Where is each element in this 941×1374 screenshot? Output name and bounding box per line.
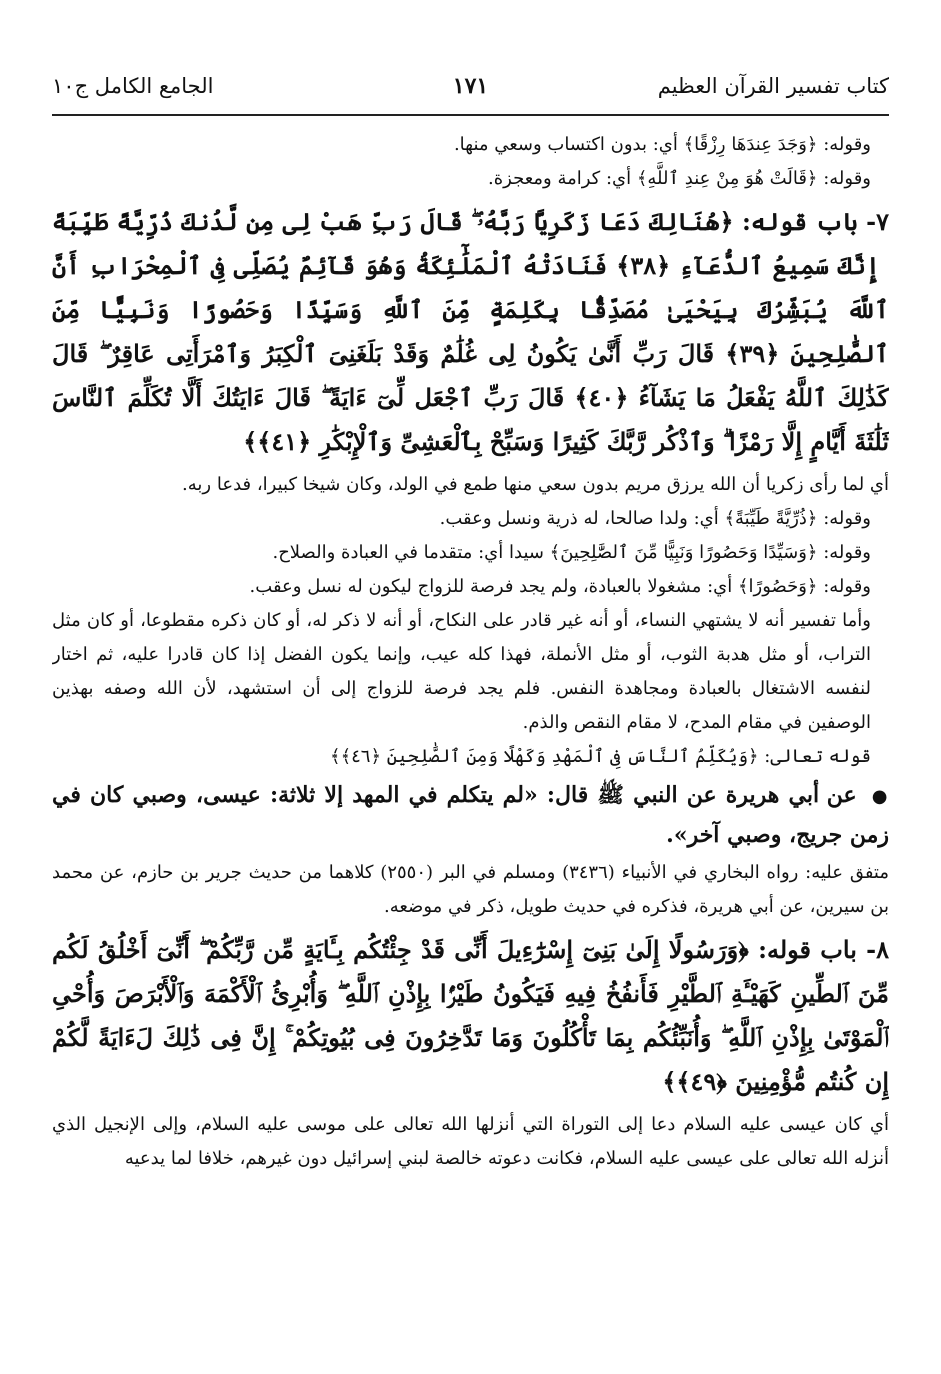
takhrij-note: متفق عليه: رواه البخاري في الأنبياء (٣٤٣٦) ومسلم في البر (٢٥٥٠) كلاهما من حديث جرير بن حازم، عن محمد بن سيرين، عن أبي هريرة، فذكره في حديث طويل، ذكر في موضعه. <box>52 862 889 917</box>
hadith-text: عن أبي هريرة عن النبي ﷺ قال: «لم يتكلم في المهد إلا ثلاثة: عيسى، وصبي كان في زمن جريج، وصبي آخر». <box>52 782 889 848</box>
section-7-verse: ﴿هُنَالِكَ دَعَا زَكَرِيَّا رَبَّهُۥ ۖ قَالَ رَبِّ هَبْ لِى مِن لَّدُنكَ ذُرِّيَّةً طَيِّبَةً ۖ إِنَّكَ سَمِيعُ ٱلدُّعَآءِ ﴿٣٨﴾ فَنَادَتْهُ ٱلْمَلَٰٓئِكَةُ وَهُوَ قَآئِمٌ يُصَلِّى فِى ٱلْمِحْرَابِ أَنَّ ٱللَّهَ يُبَشِّرُكَ بِيَحْيَىٰ مُصَدِّقًۢا بِكَلِمَةٍ مِّنَ ٱللَّهِ وَسَيِّدًا وَحَصُورًا وَنَبِيًّا مِّنَ ٱلصَّٰلِحِينَ ﴿٣٩﴾ قَالَ رَبِّ أَنَّىٰ يَكُونُ لِى غُلَٰمٌ وَقَدْ بَلَغَنِىَ ٱلْكِبَرُ وَٱمْرَأَتِى عَاقِرٌ ۖ قَالَ كَذَٰلِكَ ٱللَّهُ يَفْعَلُ مَا يَشَآءُ ﴿٤٠﴾ قَالَ رَبِّ ٱجْعَل لِّىٓ ءَايَةً ۖ قَالَ ءَايَتُكَ أَلَّا تُكَلِّمَ ٱلنَّاسَ ثَلَٰثَةَ أَيَّامٍ إِلَّا رَمْزًا ۗ وَٱذْكُر رَّبَّكَ كَثِيرًا وَسَبِّحْ بِٱلْعَشِىِّ وَٱلْإِبْكَٰرِ ﴿٤١﴾﴾ <box>52 207 889 456</box>
commentary-paragraph-9: أي كان عيسى عليه السلام دعا إلى التوراة التي أنزلها الله تعالى على موسى عليه السلام، وإلى الإنجيل الذي أنزله الله تعالى على عيسى عليه السلام، فكانت دعوته خالصة لبني إسرائيل دون غيرهم، خلافا لما يدعيه <box>52 1114 889 1169</box>
commentary-line-6: وقوله: ﴿وَحَصُورًا﴾ أي: مشغولا بالعبادة، ولم يجد فرصة للزواج ليكون له نسل وعقب. <box>249 576 871 597</box>
verse-citation-46: قوله تعالى: ﴿وَيُكَلِّمُ ٱلنَّاسَ فِى ٱلْمَهْدِ وَكَهْلًا وَمِنَ ٱلصَّٰلِحِينَ ﴿٤٦﴾﴾ <box>330 746 871 767</box>
hadith-block <box>52 776 889 854</box>
book-title: كتاب تفسير القرآن العظيم <box>657 74 889 98</box>
header-divider <box>52 114 889 116</box>
bullet-icon: ● <box>871 786 889 807</box>
commentary-line-1: وقوله: ﴿وَجَدَ عِندَهَا رِزْقًا﴾ أي: بدون اكتساب وسعي منها. <box>453 134 871 155</box>
commentary-paragraph-7: وأما تفسير أنه لا يشتهي النساء، أو أنه غير قادر على النكاح، أو أنه لا ذكر له، أو كان ذكره مقطوعا، أو كان مثل التراب، أو مثل هدبة الثوب، أو مثل الأنملة، فهذا كله عيب، وإنما يكون الفضل إذا كان قادرا عليه، ثم اختار لنفسه الاشتغال بالعبادة ومجاهدة النفس. فلم يجد فرصة للزواج إلى أن استشهد، لأن الله وصفه بهذين الوصفين في مقام المدح، لا مقام النقص والذم. <box>52 610 871 733</box>
page-number: ١٧١ <box>452 73 489 99</box>
commentary-paragraph-3: أي لما رأى زكريا أن الله يرزق مريم بدون سعي منها طمع في الولد، وكان شيخا كبيرا، فدعا ربه. <box>182 474 889 495</box>
page-content <box>52 128 889 1364</box>
page-header <box>52 60 889 112</box>
section-7-label: ٧- باب قوله: <box>741 207 889 236</box>
commentary-line-2: وقوله: ﴿قَالَتْ هُوَ مِنْ عِندِ ٱللَّهِ﴾ أي: كرامة ومعجزة. <box>488 168 871 189</box>
commentary-line-4: وقوله: ﴿ذُرِّيَّةً طَيِّبَةً﴾ أي: ولدا صالحا، له ذرية ونسل وعقب. <box>439 508 871 529</box>
section-8-label: ٨- باب قوله: <box>758 935 889 964</box>
commentary-line-5: وقوله: ﴿وَسَيِّدًا وَحَصُورًا وَنَبِيًّا مِّنَ ٱلصَّٰلِحِينَ﴾ سيدا أي: متقدما في العبادة والصلاح. <box>272 542 871 563</box>
section-7 <box>52 200 889 464</box>
section-8-verse: ﴿وَرَسُولًا إِلَىٰ بَنِىٓ إِسْرَٰٓءِيلَ أَنِّى قَدْ جِئْتُكُم بِـَٔايَةٍ مِّن رَّبِّكُمْ ۖ أَنِّىٓ أَخْلُقُ لَكُم مِّنَ ٱلطِّينِ كَهَيْـَٔةِ ٱلطَّيْرِ فَأَنفُخُ فِيهِ فَيَكُونُ طَيْرًۢا بِإِذْنِ ٱللَّهِ ۖ وَأُبْرِئُ ٱلْأَكْمَهَ وَٱلْأَبْرَصَ وَأُحْىِ ٱلْمَوْتَىٰ بِإِذْنِ ٱللَّهِ ۖ وَأُنَبِّئُكُم بِمَا تَأْكُلُونَ وَمَا تَدَّخِرُونَ فِى بُيُوتِكُمْ ۚ إِنَّ فِى ذَٰلِكَ لَءَايَةً لَّكُمْ إِن كُنتُم مُّؤْمِنِينَ ﴿٤٩﴾﴾ <box>52 935 889 1096</box>
volume-label: الجامع الكامل ج١٠ <box>52 74 214 98</box>
section-8 <box>52 928 889 1104</box>
